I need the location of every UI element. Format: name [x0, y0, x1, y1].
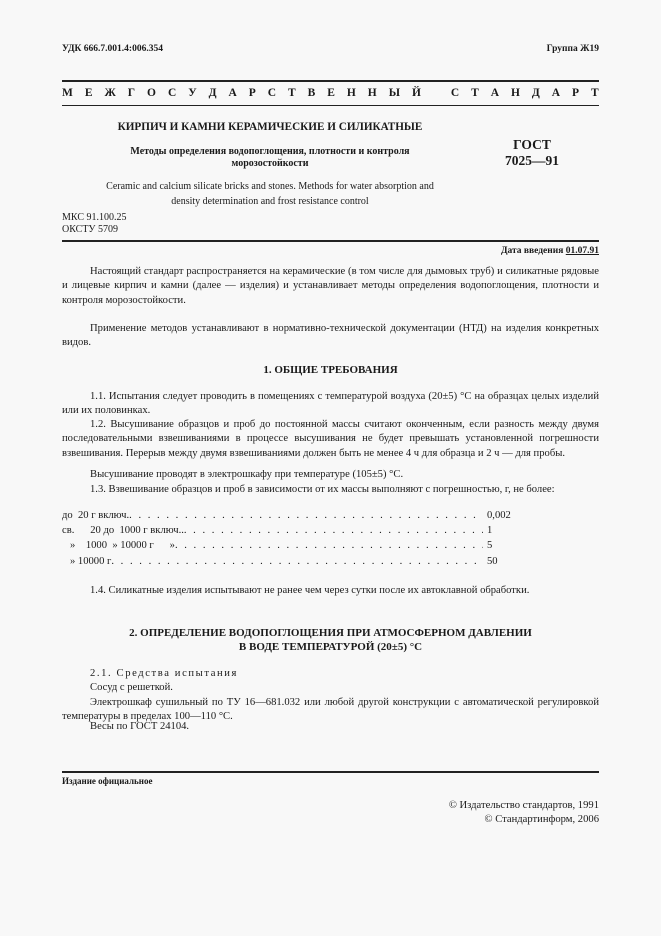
english-title: Ceramic and calcium silicate bricks and stones. Methods for water absorption and density determination and frost resistance control	[106, 181, 434, 207]
gost-designation: ГОСТ 7025—91	[505, 137, 559, 168]
banner-letter: Д	[208, 87, 217, 99]
tolerance-row: до 20 г включ. . . . 0,002	[62, 510, 517, 521]
banner-letter	[433, 87, 439, 99]
section-1-heading: 1. ОБЩИЕ ТРЕБОВАНИЯ	[263, 364, 398, 376]
banner-letter: У	[188, 87, 197, 99]
clause-1-3: 1.3. Взвешивание образцов и проб в зависимости от их массы выполняют с погрешностью, г, не более:	[90, 484, 555, 495]
banner-letter: Е	[327, 87, 335, 99]
banner-letter: Ж	[104, 87, 116, 99]
banner-letter: Т	[471, 87, 479, 99]
banner-letter: Ы	[388, 87, 400, 99]
banner-letter: А	[228, 87, 237, 99]
introduction-date: Дата введения 01.07.91	[500, 246, 599, 256]
banner-letter: Д	[531, 87, 540, 99]
banner-letter: С	[450, 87, 460, 99]
clause-1-1: 1.1. Испытания следует проводить в помещениях с температурой воздуха (20±5) °С на образцах целых изделий или их половинках.	[62, 391, 599, 417]
banner-rule	[62, 105, 599, 106]
banner-letter: В	[307, 87, 316, 99]
equipment-item: Сосуд с решеткой.	[90, 682, 173, 693]
classifier-codes: МКС 91.100.25 ОКСТУ 5709	[62, 212, 127, 235]
copyright: © Издательство стандартов, 1991 © Стандартинформ, 2006	[448, 800, 599, 825]
intro-paragraph-2: Применение методов устанавливают в нормативно-технической документации (НТД) на изделия конкретных видов.	[62, 323, 599, 349]
tolerance-row: » 10000 г . . . 50	[62, 556, 517, 567]
banner-letter: С	[267, 87, 277, 99]
banner-letter: Р	[248, 87, 256, 99]
banner-letter: Е	[84, 87, 93, 99]
banner-letter: С	[167, 87, 177, 99]
banner-letter: Г	[127, 87, 136, 99]
clause-2-1: 2.1. Средства испытания	[90, 668, 239, 679]
interstate-standard-banner	[62, 87, 599, 99]
tolerance-row: » 1000 » 10000 г » . . . 5	[62, 540, 517, 551]
top-rule	[62, 80, 599, 82]
clause-1-2: 1.2. Высушивание образцов и проб до постоянной массы считают оконченным, если разность между двумя последовательными взвешиваниями в процессе высушивания не будет превышать установленной погрешности взвешивания. Перерыв между двумя взвешиваниями должен быть не менее 4 ч для образца и 2 ч — для пробы.	[62, 419, 599, 459]
clause-1-2-drying: Высушивание проводят в электрошкафу при температуре (105±5) °С.	[90, 469, 404, 480]
clause-1-4: 1.4. Силикатные изделия испытывают не ранее чем через сутки после их автоклавной обработки.	[90, 585, 530, 596]
banner-letter: А	[490, 87, 500, 99]
equipment-item: Электрошкаф сушильный по ТУ 16—681.032 или любой другой конструкции с автоматической регулировкой температуры в пределах 100—110 °С.	[62, 697, 599, 723]
banner-letter: Т	[288, 87, 296, 99]
document-title: КИРПИЧ И КАМНИ КЕРАМИЧЕСКИЕ И СИЛИКАТНЫЕ	[117, 121, 423, 133]
classifier-rule	[62, 240, 599, 242]
banner-letter: Р	[572, 87, 580, 99]
banner-letter: А	[551, 87, 561, 99]
banner-letter: О	[147, 87, 156, 99]
banner-letter: М	[62, 87, 73, 99]
intro-paragraph: Настоящий стандарт распространяется на керамические (в том числе для дымовых труб) и силикатные рядовые и лицевые кирпич и камни (далее — изделия) и устанавливает методы определения водопоглощения, плотности и контроля морозостойкости.	[62, 266, 599, 306]
banner-letter: Н	[346, 87, 356, 99]
banner-letter: Н	[510, 87, 520, 99]
document-subtitle: Методы определения водопоглощения, плотности и контроля морозостойкости	[130, 146, 410, 169]
official-edition: Издание официальное	[62, 776, 153, 786]
banner-letter: Й	[411, 87, 421, 99]
udk-code: УДК 666.7.001.4:006.354	[62, 44, 163, 54]
equipment-item: Весы по ГОСТ 24104.	[90, 721, 190, 732]
banner-letter: Н	[367, 87, 377, 99]
banner-letter: Т	[591, 87, 599, 99]
tolerance-row: св. 20 до 1000 г включ.. . . . 1	[62, 525, 517, 536]
footer-rule	[62, 771, 599, 773]
section-2-heading: 2. ОПРЕДЕЛЕНИЕ ВОДОПОГЛОЩЕНИЯ ПРИ АТМОСФЕРНОМ ДАВЛЕНИИ В ВОДЕ ТЕМПЕРАТУРОЙ (20±5) °С	[129, 627, 532, 653]
group-code: Группа Ж19	[546, 44, 599, 54]
